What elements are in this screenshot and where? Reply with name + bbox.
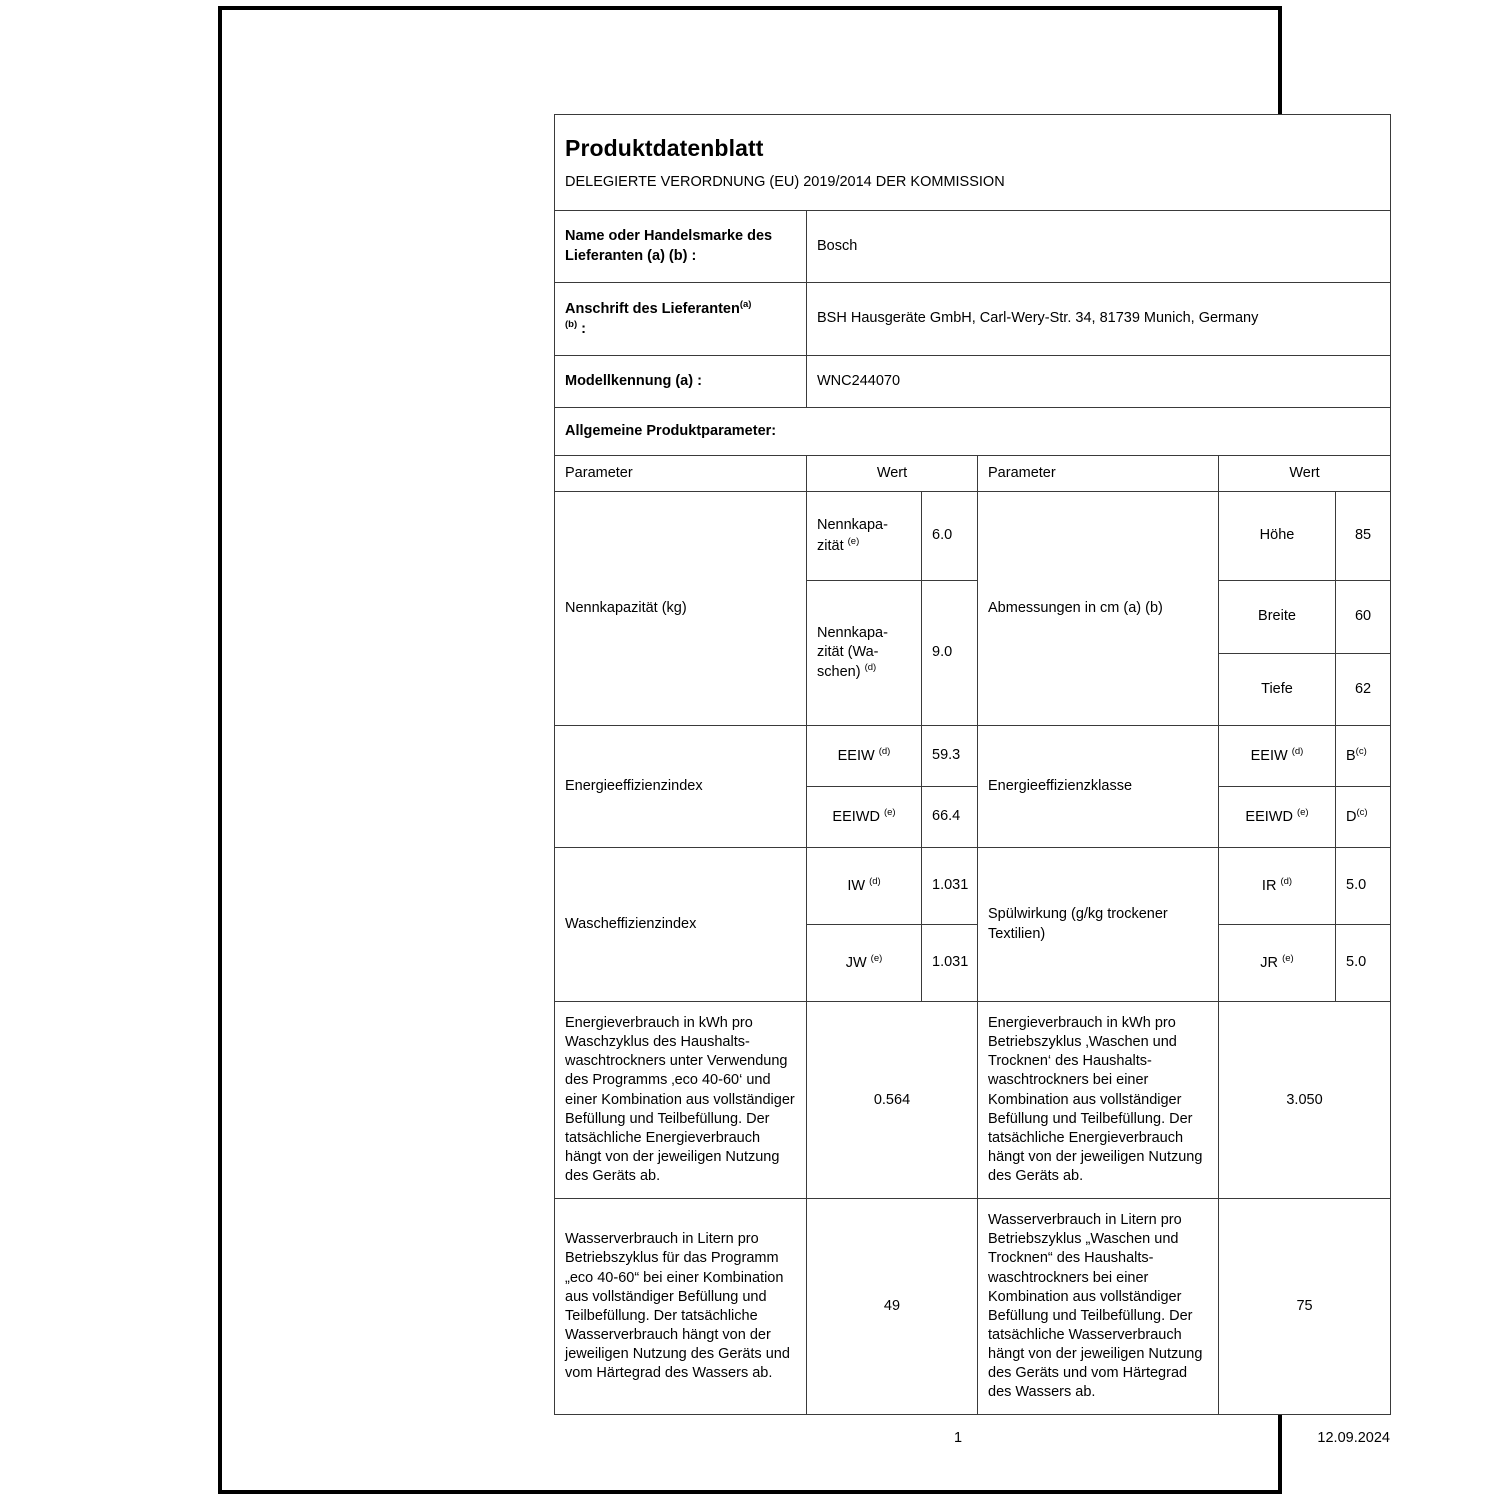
eei-class-eeiw-sup: (d) (1291, 746, 1304, 758)
eei-class-eeiwd-value (1336, 787, 1391, 848)
general-params-header: Allgemeine Produktparameter: (555, 407, 1391, 455)
eei-row-1 (555, 726, 1391, 787)
energy-consumption-row (555, 1002, 1391, 1199)
eei-class-eeiwd-value-sup: (c) (1356, 807, 1368, 819)
rinse-ir-label (1219, 848, 1336, 925)
capacity-sub1-sup: (e) (847, 535, 860, 547)
dimension-width-value: 60 (1336, 581, 1391, 654)
water-right-value: 75 (1219, 1199, 1391, 1415)
page-title: Produktdatenblatt (565, 135, 764, 161)
capacity-sub1-value: 6.0 (922, 492, 978, 581)
eei-class-eeiwd-label-text: EEIWD (1245, 808, 1293, 825)
col-header-value-left: Wert (807, 455, 978, 491)
supplier-address-sup-b: (b) (565, 318, 578, 330)
supplier-address-label (555, 282, 807, 355)
supplier-name-label: Name oder Handelsmarke des Lieferanten (a) (b) : (555, 211, 807, 282)
model-label: Modellkennung (a) : (555, 355, 807, 407)
wash-iw-label-text: IW (847, 877, 866, 894)
wash-iw-label (807, 848, 922, 925)
eei-eeiwd-label (807, 787, 922, 848)
dimension-depth-label: Tiefe (1219, 653, 1336, 726)
wash-row-1 (555, 848, 1391, 925)
capacity-label: Nennkapazität (kg) (555, 492, 807, 726)
eei-class-eeiw-value (1336, 726, 1391, 787)
model-value: WNC244070 (807, 355, 1391, 407)
capacity-sub2-sup: (d) (864, 662, 877, 674)
wash-label: Wascheffizienzindex (555, 848, 807, 1002)
capacity-sub2-label (807, 581, 922, 726)
rinse-ir-sup: (d) (1280, 876, 1293, 888)
eei-class-eeiwd-sup: (e) (1296, 807, 1309, 819)
eei-eeiw-value: 59.3 (922, 726, 978, 787)
eei-class-eeiw-value-text: B (1346, 747, 1356, 764)
capacity-sub1-label (807, 492, 922, 581)
title-row (555, 115, 1391, 170)
rinse-jr-value: 5.0 (1336, 925, 1391, 1002)
wash-jw-sup: (e) (870, 953, 883, 965)
supplier-name-value: Bosch (807, 211, 1391, 282)
column-header-row (555, 455, 1391, 491)
eei-eeiw-label (807, 726, 922, 787)
eei-class-eeiw-label (1219, 726, 1336, 787)
page-border (218, 6, 1390, 1494)
supplier-address-label-text: Anschrift des Lieferanten (565, 300, 740, 317)
footer-page-number: 1 (954, 1430, 963, 1446)
eei-class-eeiw-value-sup: (c) (1355, 746, 1367, 758)
dimension-width-label: Breite (1219, 581, 1336, 654)
supplier-address-value: BSH Hausgeräte GmbH, Carl-Wery-Str. 34, 81739 Munich, Germany (807, 282, 1391, 355)
eei-class-eeiwd-label (1219, 787, 1336, 848)
energy-left-text: Energieverbrauch in kWh pro Waschzyklus des Haushaltswaschtrockners unter Verwendung des Programms ‚eco 40-60‘ und einer Kombination aus vollständiger Befüllung und Teilbefüllung. Der tatsächliche Energieverbrauch hängt von der jeweiligen Nutzung des Geräts ab. (555, 1002, 807, 1199)
dimensions-label: Abmessungen in cm (a) (b) (978, 492, 1219, 726)
rinse-jr-sup: (e) (1282, 953, 1294, 965)
rinse-ir-label-text: IR (1261, 877, 1277, 894)
wash-jw-label-text: JW (845, 954, 867, 971)
model-row (555, 355, 1391, 407)
eei-eeiw-sup: (d) (878, 746, 891, 758)
dimension-height-value: 85 (1336, 492, 1391, 581)
capacity-row-1 (555, 492, 1391, 581)
capacity-sub2-label-text: Nennkapa-zität (Wa-schen) (817, 624, 888, 680)
water-right-text: Wasserverbrauch in Litern pro Betriebszyklus „Waschen und Trocknen“ des Haushaltswaschtrockners bei einer Kombination aus vollständiger Befüllung und Teilbefüllung. Der tatsächliche Wasserverbrauch hängt von der jeweiligen Nutzung des Geräts und vom Härtegrad des Wassers ab. (978, 1199, 1219, 1415)
regulation-cell: DELEGIERTE VERORDNUNG (EU) 2019/2014 DER KOMMISSION (555, 169, 1391, 211)
rinse-jr-label (1219, 925, 1336, 1002)
wash-jw-label (807, 925, 922, 1002)
rinse-ir-value: 5.0 (1336, 848, 1391, 925)
rinse-jr-label-text: JR (1260, 954, 1279, 971)
supplier-address-sup-a: (a) (739, 298, 752, 310)
eei-class-eeiwd-value-text: D (1346, 808, 1357, 825)
wash-jw-value: 1.031 (922, 925, 978, 1002)
col-header-param-left: Parameter (555, 455, 807, 491)
eei-eeiwd-value: 66.4 (922, 787, 978, 848)
regulation-row (555, 169, 1391, 211)
energy-left-value: 0.564 (807, 1002, 978, 1199)
water-left-text: Wasserverbrauch in Litern pro Betriebszyklus für das Programm „eco 40-60“ bei einer Kombination aus vollständiger Befüllung und Teilbefüllung. Der tatsächliche Wasserverbrauch hängt von der jeweiligen Nutzung des Geräts und vom Härtegrad des Wassers ab. (555, 1199, 807, 1415)
eei-eeiw-label-text: EEIW (837, 747, 875, 764)
dimension-depth-value: 62 (1336, 653, 1391, 726)
general-params-row (555, 407, 1391, 455)
eei-eeiwd-sup: (e) (883, 807, 896, 819)
energy-right-value: 3.050 (1219, 1002, 1391, 1199)
energy-right-text: Energieverbrauch in kWh pro Betriebszyklus ‚Waschen und Trocknen‘ des Haushaltswaschtrockners bei einer Kombination aus vollständiger Befüllung und Teilbefüllung. Der tatsächliche Energieverbrauch hängt von der jeweiligen Nutzung des Geräts ab. (978, 1002, 1219, 1199)
wash-iw-sup: (d) (869, 876, 881, 888)
eei-label: Energieeffizienzindex (555, 726, 807, 848)
eei-class-eeiw-label-text: EEIW (1250, 747, 1288, 764)
water-consumption-row (555, 1199, 1391, 1415)
water-left-value: 49 (807, 1199, 978, 1415)
eei-eeiwd-label-text: EEIWD (832, 808, 880, 825)
product-fiche-sheet (554, 114, 1390, 1415)
supplier-address-row (555, 282, 1391, 355)
supplier-address-colon: : (581, 320, 587, 337)
eei-class-label: Energieeffizienzklasse (978, 726, 1219, 848)
col-header-param-right: Parameter (978, 455, 1219, 491)
supplier-name-row (555, 211, 1391, 282)
footer-date: 12.09.2024 (1317, 1430, 1390, 1446)
title-cell (555, 115, 1391, 170)
product-fiche-table (554, 114, 1391, 1415)
capacity-sub1-label-text: Nennkapa-zität (817, 517, 888, 554)
col-header-value-right: Wert (1219, 455, 1391, 491)
rinse-label: Spülwirkung (g/kg trockener Textilien) (978, 848, 1219, 1002)
wash-iw-value: 1.031 (922, 848, 978, 925)
dimension-height-label: Höhe (1219, 492, 1336, 581)
capacity-sub2-value: 9.0 (922, 581, 978, 726)
